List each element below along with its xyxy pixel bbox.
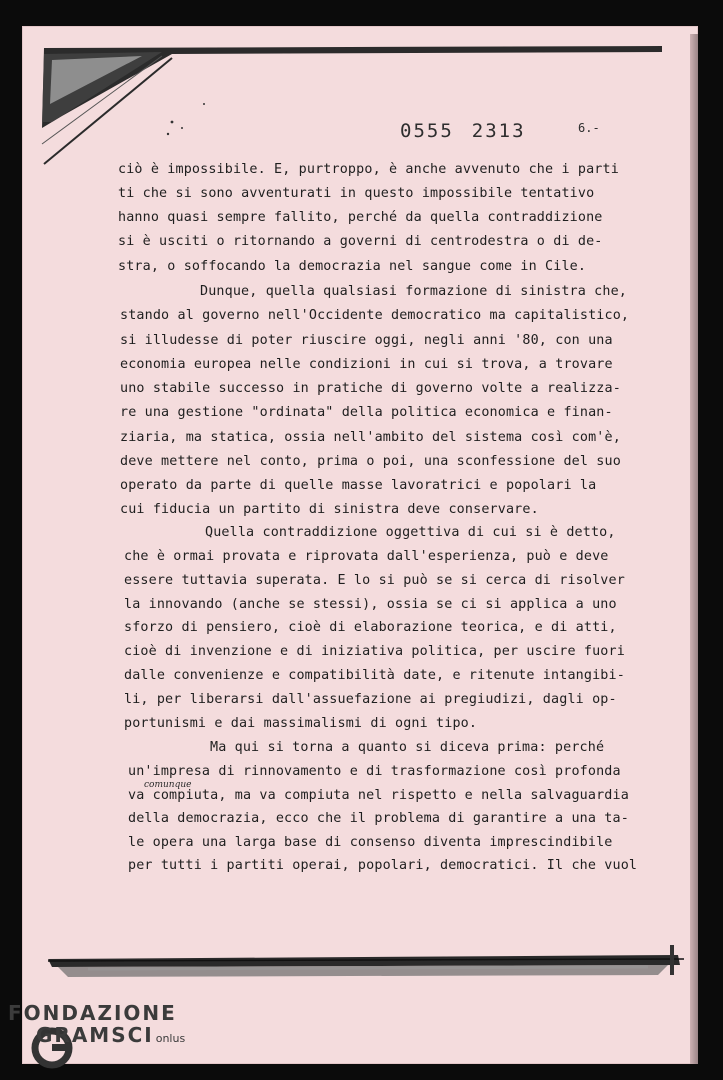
- text-line: dalle convenienze e compatibilità date, e ritenute intangibi-: [124, 668, 625, 683]
- watermark-line-1: FONDAZIONE: [8, 1001, 177, 1025]
- text-line: essere tuttavia superata. E lo si può se si cerca di risolver: [124, 573, 625, 588]
- text-line: ziaria, ma statica, ossia nell'ambito del sistema così com'è,: [120, 430, 621, 445]
- text-line: li, per liberarsi dall'assuefazione ai pregiudizi, dagli op-: [124, 692, 617, 707]
- text-line: della democrazia, ecco che il problema di garantire a una ta-: [128, 811, 629, 826]
- fondazione-gramsci-watermark: [8, 1002, 185, 1050]
- text-line: Quella contraddizione oggettiva di cui si è detto,: [205, 525, 616, 540]
- archive-number-part-1: 0555: [400, 120, 454, 142]
- text-line: si illudesse di poter riuscire oggi, negli anni '80, con una: [120, 333, 613, 348]
- text-line: Dunque, quella qualsiasi formazione di sinistra che,: [200, 284, 628, 299]
- text-line: le opera una larga base di consenso diventa imprescindibile: [128, 835, 613, 850]
- text-line: un'impresa di rinnovamento e di trasformazione così profonda: [128, 764, 621, 779]
- text-line: la innovando (anche se stessi), ossia se ci si applica a uno: [124, 597, 617, 612]
- text-line: cioè di invenzione e di iniziativa politica, per uscire fuori: [124, 644, 625, 659]
- document-page: [22, 26, 698, 1064]
- text-line: uno stabile successo in pratiche di governo volte a realizza-: [120, 381, 621, 396]
- watermark-suffix: onlus: [155, 1032, 186, 1045]
- handwritten-annotation: comunque: [144, 780, 192, 790]
- text-line: sforzo di pensiero, cioè di elaborazione teorica, e di atti,: [124, 620, 617, 635]
- archive-number-part-2: 2313: [471, 120, 526, 142]
- text-line: deve mettere nel conto, prima o poi, una sconfessione del suo: [120, 454, 621, 469]
- archive-number: [400, 120, 544, 142]
- page-edge-shadow: [690, 34, 698, 1064]
- text-line: ti che si sono avventurati in questo impossibile tentativo: [118, 186, 595, 201]
- text-line: che è ormai provata e riprovata dall'esperienza, può e deve: [124, 549, 609, 564]
- text-line: portunismi e dai massimalismi di ogni tipo.: [124, 716, 478, 731]
- text-line: re una gestione "ordinata" della politica economica e finan-: [120, 405, 613, 420]
- text-line: stando al governo nell'Occidente democratico ma capitalistico,: [120, 308, 630, 323]
- text-line: hanno quasi sempre fallito, perché da quella contraddizione: [118, 210, 603, 225]
- photocopy-bottom-artifact: [48, 945, 684, 985]
- text-line: si è usciti o ritornando a governi di centrodestra o di de-: [118, 234, 603, 249]
- text-line: va compiuta, ma va compiuta nel rispetto e nella salvaguardia: [128, 788, 629, 803]
- text-line: cui fiducia un partito di sinistra deve conservare.: [120, 502, 539, 517]
- text-line: operato da parte di quelle masse lavoratrici e popolari la: [120, 478, 597, 493]
- text-line: per tutti i partiti operai, popolari, democratici. Il che vuol: [128, 858, 638, 873]
- watermark-line-2: GRAMSCI: [36, 1023, 154, 1047]
- text-line: Ma qui si torna a quanto si diceva prima: perché: [210, 740, 605, 755]
- page-number: 6.-: [578, 121, 600, 135]
- text-line: stra, o soffocando la democrazia nel sangue come in Cile.: [118, 259, 587, 274]
- text-line: economia europea nelle condizioni in cui si trova, a trovare: [120, 357, 613, 372]
- photocopy-top-artifact: [22, 44, 662, 174]
- text-line: ciò è impossibile. E, purtroppo, è anche avvenuto che i parti: [118, 162, 619, 177]
